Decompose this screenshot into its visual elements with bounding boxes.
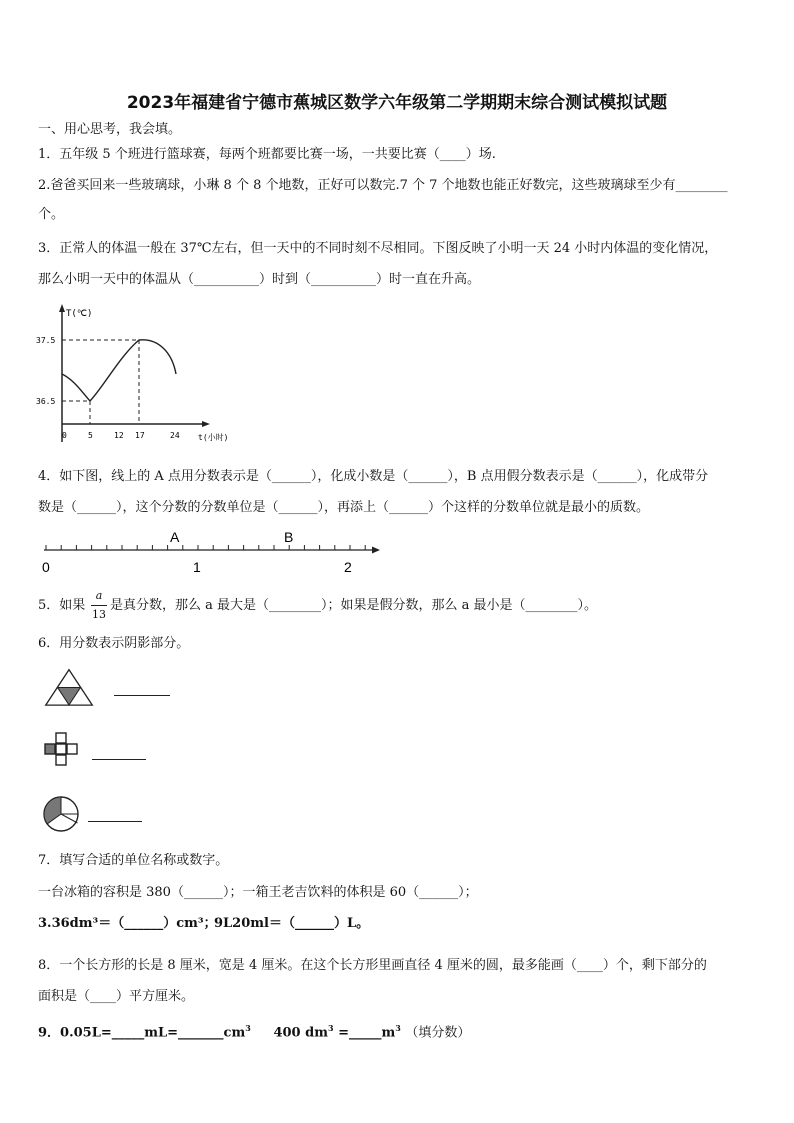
question-3-line-2: 那么小明一天中的体温从（__________）时到（__________）时一直在升高。	[38, 272, 481, 287]
q9-note: （填分数）	[405, 1025, 471, 1041]
section-heading: 一、用心思考，我会填。	[38, 122, 182, 137]
pie-figure	[42, 796, 92, 836]
question-6: 6．用分数表示阴影部分。	[38, 636, 190, 651]
y-tick-37-5: 37.5	[36, 336, 56, 345]
point-a-label: A	[170, 529, 180, 545]
question-8-line-2: 面积是（____）平方厘米。	[38, 989, 195, 1004]
y-tick-36-5: 36.5	[36, 397, 56, 406]
page-title: 2023年福建省宁德市蕉城区数学六年级第二学期期末综合测试模拟试题	[126, 93, 668, 113]
number-line-label-0: 0	[42, 559, 50, 575]
fraction-bar	[91, 605, 107, 606]
q9-exp-2: 3	[327, 1023, 334, 1033]
x-axis-label: t(小时)	[198, 433, 229, 442]
x-tick-24: 24	[170, 431, 180, 440]
q9-part-b: 400 d	[273, 1025, 315, 1041]
number-line-arrow	[372, 547, 380, 554]
x-tick-0: 0	[62, 431, 67, 440]
question-4-line-2: 数是（______），这个分数的分数单位是（______），再添上（______）个这样的分数单位就是最小的质数。	[38, 500, 650, 515]
cross-figure	[44, 733, 94, 775]
number-line-ticks	[46, 545, 365, 550]
question-2-line-1: 2.爸爸买回来一些玻璃球，小琳 8 个 8 个地数，正好可以数完.7 个 7 个地数也能正好数完，这些玻璃球至少有________	[38, 178, 728, 193]
answer-line-3[interactable]	[88, 821, 142, 822]
number-line	[40, 528, 400, 578]
question-1: 1．五年级 5 个班进行篮球赛，每两个班都要比赛一场，一共要比赛（____）场.	[38, 147, 496, 162]
fraction-denominator: 13	[92, 608, 106, 621]
x-axis-arrow	[202, 421, 210, 427]
q9-unit-2: m	[314, 1025, 328, 1041]
x-tick-17: 17	[135, 431, 145, 440]
q9-exp-3: 3	[395, 1023, 401, 1033]
question-3-line-1: 3．正常人的体温一般在 37℃左右，但一天中的不同时刻不尽相同。下图反映了小明一天 24 小时内体温的变化情况，	[38, 241, 718, 256]
answer-line-2[interactable]	[92, 759, 146, 760]
question-5-prefix: 5．如果	[38, 598, 86, 613]
q9-unit-3: m	[381, 1025, 396, 1041]
y-axis-label: T(℃)	[66, 309, 93, 319]
answer-line-1[interactable]	[114, 695, 170, 696]
question-8-line-1: 8．一个长方形的长是 8 厘米，宽是 4 厘米。在这个长方形里画直径 4 厘米的圆，最多能画（____）个，剩下部分的	[38, 958, 707, 973]
x-tick-5: 5	[88, 431, 93, 440]
question-9	[38, 1020, 470, 1041]
question-7: 7．填写合适的单位名称或数字。	[38, 853, 229, 868]
question-4-line-1: 4．如下图，线上的 A 点用分数表示是（______），化成小数是（______），B 点用假分数表示是（______），化成带分	[38, 469, 709, 484]
fraction-numerator: a	[95, 589, 103, 602]
question-7-line-3a: 3.36dm³＝（______）cm³；	[38, 916, 217, 931]
question-5-text: 是真分数，那么 a 最大是（________）；如果是假分数，那么 a 最小是（________）。	[110, 598, 598, 613]
number-line-label-1: 1	[193, 559, 201, 575]
q9-part-c: =_____	[333, 1025, 382, 1041]
y-axis-arrow	[59, 304, 65, 312]
question-7-line-3b: 9L20ml＝（______）L。	[214, 916, 370, 931]
q9-exp-1: 3	[245, 1023, 251, 1033]
temperature-chart	[30, 300, 230, 450]
question-7-line-2: 一台冰箱的容积是 380（______）；一箱王老吉饮料的体积是 60（______）；	[38, 885, 478, 900]
question-2-line-2: 个。	[38, 207, 65, 222]
number-line-label-2: 2	[344, 559, 352, 575]
q9-unit-1: m	[231, 1025, 246, 1041]
q9-part-a: 9．0.05L=_____mL=_______c	[38, 1025, 232, 1041]
temperature-curve	[62, 340, 176, 401]
point-b-label: B	[284, 529, 294, 545]
triangle-figure	[44, 668, 104, 708]
x-tick-12: 12	[114, 431, 124, 440]
